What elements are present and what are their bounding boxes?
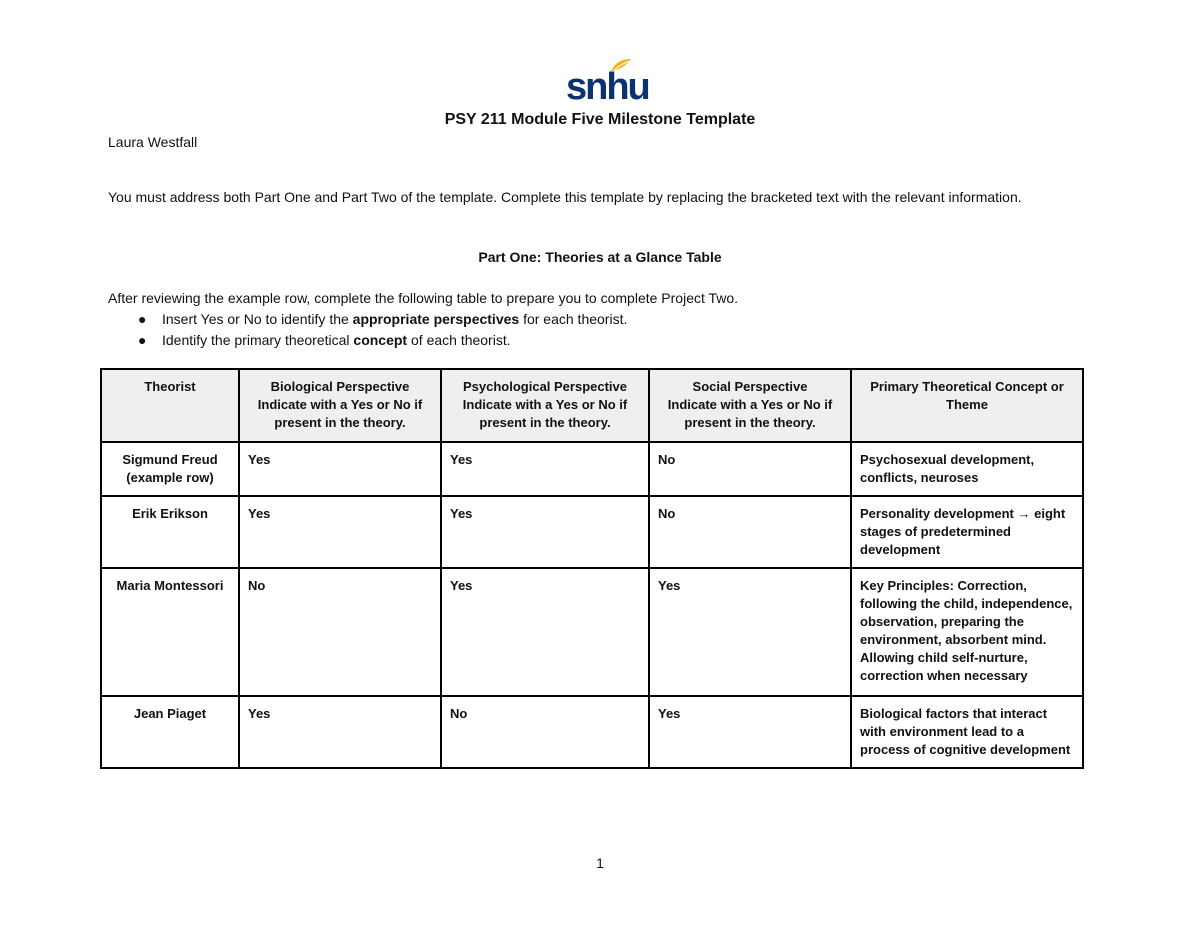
table-row [101, 568, 1083, 696]
cell-biological: No [239, 568, 441, 696]
cell-social: Yes [649, 568, 851, 696]
header-theorist: Theorist [101, 369, 239, 442]
cell-biological: Yes [239, 696, 441, 768]
bullet-text: Identify the primary theoretical [162, 332, 354, 348]
header-concept: Primary Theoretical Concept or Theme [851, 369, 1083, 442]
header-psychological: Psychological Perspective Indicate with a Yes or No if present in the theory. [441, 369, 649, 442]
cell-psychological: Yes [441, 496, 649, 568]
cell-theorist: Sigmund Freud (example row) [101, 442, 239, 496]
bullet-icon: ● [138, 311, 147, 327]
bullet-text: Insert Yes or No to identify the [162, 311, 353, 327]
bullet-icon: ● [138, 332, 147, 348]
cell-theorist: Erik Erikson [101, 496, 239, 568]
cell-biological: Yes [239, 496, 441, 568]
cell-concept: Personality development → eight stages of predetermined development [851, 496, 1083, 568]
cell-psychological: No [441, 696, 649, 768]
instructions-paragraph: You must address both Part One and Part Two of the template. Complete this template by replacing the bracketed text with the relevant information. [108, 189, 1022, 205]
bullet-text-emphasis: appropriate perspectives [352, 311, 520, 327]
bullet-text: of each theorist. [407, 332, 511, 348]
document-title: PSY 211 Module Five Milestone Template [444, 111, 756, 128]
table-row [101, 496, 1083, 568]
cell-social: No [649, 442, 851, 496]
cell-theorist: Jean Piaget [101, 696, 239, 768]
author-name: Laura Westfall [108, 134, 198, 150]
header-biological: Biological Perspective Indicate with a Yes or No if present in the theory. [239, 369, 441, 442]
bullet-text: for each theorist. [519, 311, 628, 327]
cell-concept: Biological factors that interact with environment lead to a process of cognitive development [851, 696, 1083, 768]
bullet-item [108, 330, 627, 351]
cell-social: Yes [649, 696, 851, 768]
logo-wordmark: snhu [566, 66, 649, 108]
cell-theorist: Maria Montessori [101, 568, 239, 696]
theories-table [100, 368, 1084, 769]
page-number: 1 [596, 855, 604, 871]
bullet-text-emphasis: concept [353, 332, 408, 348]
cell-psychological: Yes [441, 442, 649, 496]
table-row [101, 696, 1083, 768]
cell-concept: Psychosexual development, conflicts, neuroses [851, 442, 1083, 496]
cell-social: No [649, 496, 851, 568]
review-instructions: After reviewing the example row, complete the following table to prepare you to complete Project Two. [108, 290, 739, 306]
cell-biological: Yes [239, 442, 441, 496]
table-row [101, 442, 1083, 496]
cell-psychological: Yes [441, 568, 649, 696]
snhu-logo [564, 56, 649, 108]
header-social: Social Perspective Indicate with a Yes or No if present in the theory. [649, 369, 851, 442]
part-one-heading: Part One: Theories at a Glance Table [478, 249, 722, 265]
table-header-row [101, 369, 1083, 442]
cell-concept: Key Principles: Correction, following the child, independence, observation, preparing the environment, absorbent mind. Allowing child self-nurture, correction when necessary [851, 568, 1083, 696]
bullet-item [108, 309, 627, 330]
instruction-bullet-list [108, 309, 627, 351]
